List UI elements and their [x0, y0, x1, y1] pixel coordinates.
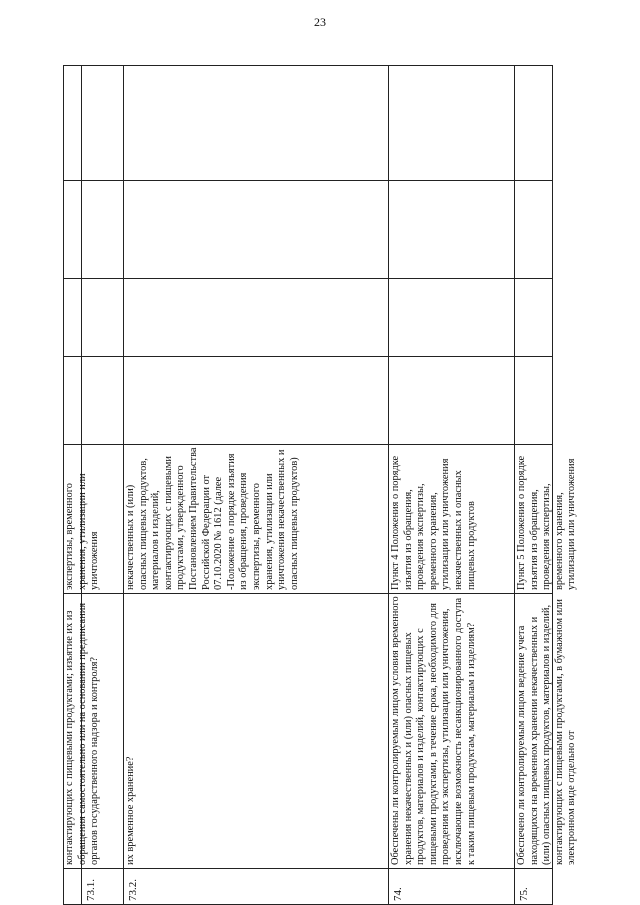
question-text: Обеспечено ли контролируемым лицом ведение учета находящихся на временном хранении некачественных и (или) опасных пищевых продуктов, материалов и изделий, контактирующих с пищевыми продуктами, в бумажном или электронном виде отдельно от — [516, 599, 578, 865]
question-text: Обеспечены ли контролируемым лицом условия временного хранения некачественных и (или) опасных пищевых продуктов, материалов и изделий, контактирующих с пищевыми продуктами, в течение срока, необходимого для проведения их экспертизы, утилизации или уничтожения, исключающие возможность несанкционированного доступа к таким пищевым продуктам, материалам и изделиям? — [390, 596, 477, 865]
column-no — [63, 278, 553, 356]
reference-text: Пункт 4 Положения о порядке изъятия из обращения, проведения экспертизы, временного хранения, утилизации или уничтожения некачественных и опасных пищевых продуктов — [390, 455, 477, 590]
column-notes — [63, 65, 553, 180]
row-divider — [388, 65, 389, 905]
row-number: 73.2. — [127, 879, 139, 901]
row-divider — [123, 65, 124, 905]
row-number: 74. — [392, 887, 404, 901]
page-number: 23 — [314, 15, 326, 29]
row-number: 75. — [518, 887, 530, 901]
reference-text: некачественных и (или) опасных пищевых продуктов, материалов и изделий, контактирующих с пищевыми продуктами, утвержденного Постановлением Правительства Российской Федерации от 07.10.2020 № 1612 (далее -Положение о порядке изъятия из обращения, проведения экспертизы, временного хранения, утилизации или уничтожения некачественных и опасных пищевых продуктов) — [125, 447, 300, 590]
row-number: 73.1. — [85, 879, 97, 901]
question-text: контактирующих с пищевыми продуктами; изъятие их из обращения самостоятельно или на основании предписания органов государственного надзора и контроля? — [64, 602, 101, 865]
reference-text: Пункт 5 Положения о порядке изъятия из обращения, проведения экспертизы, временного хранения, утилизации или уничтожения — [516, 455, 578, 590]
column-yes — [63, 356, 553, 444]
checklist-table — [63, 65, 578, 905]
reference-text: экспертизы, временного хранения, утилизации или уничтожения — [64, 473, 101, 590]
question-text: их временное хранение? — [125, 756, 136, 865]
column-na — [63, 180, 553, 278]
row-divider — [514, 65, 515, 905]
